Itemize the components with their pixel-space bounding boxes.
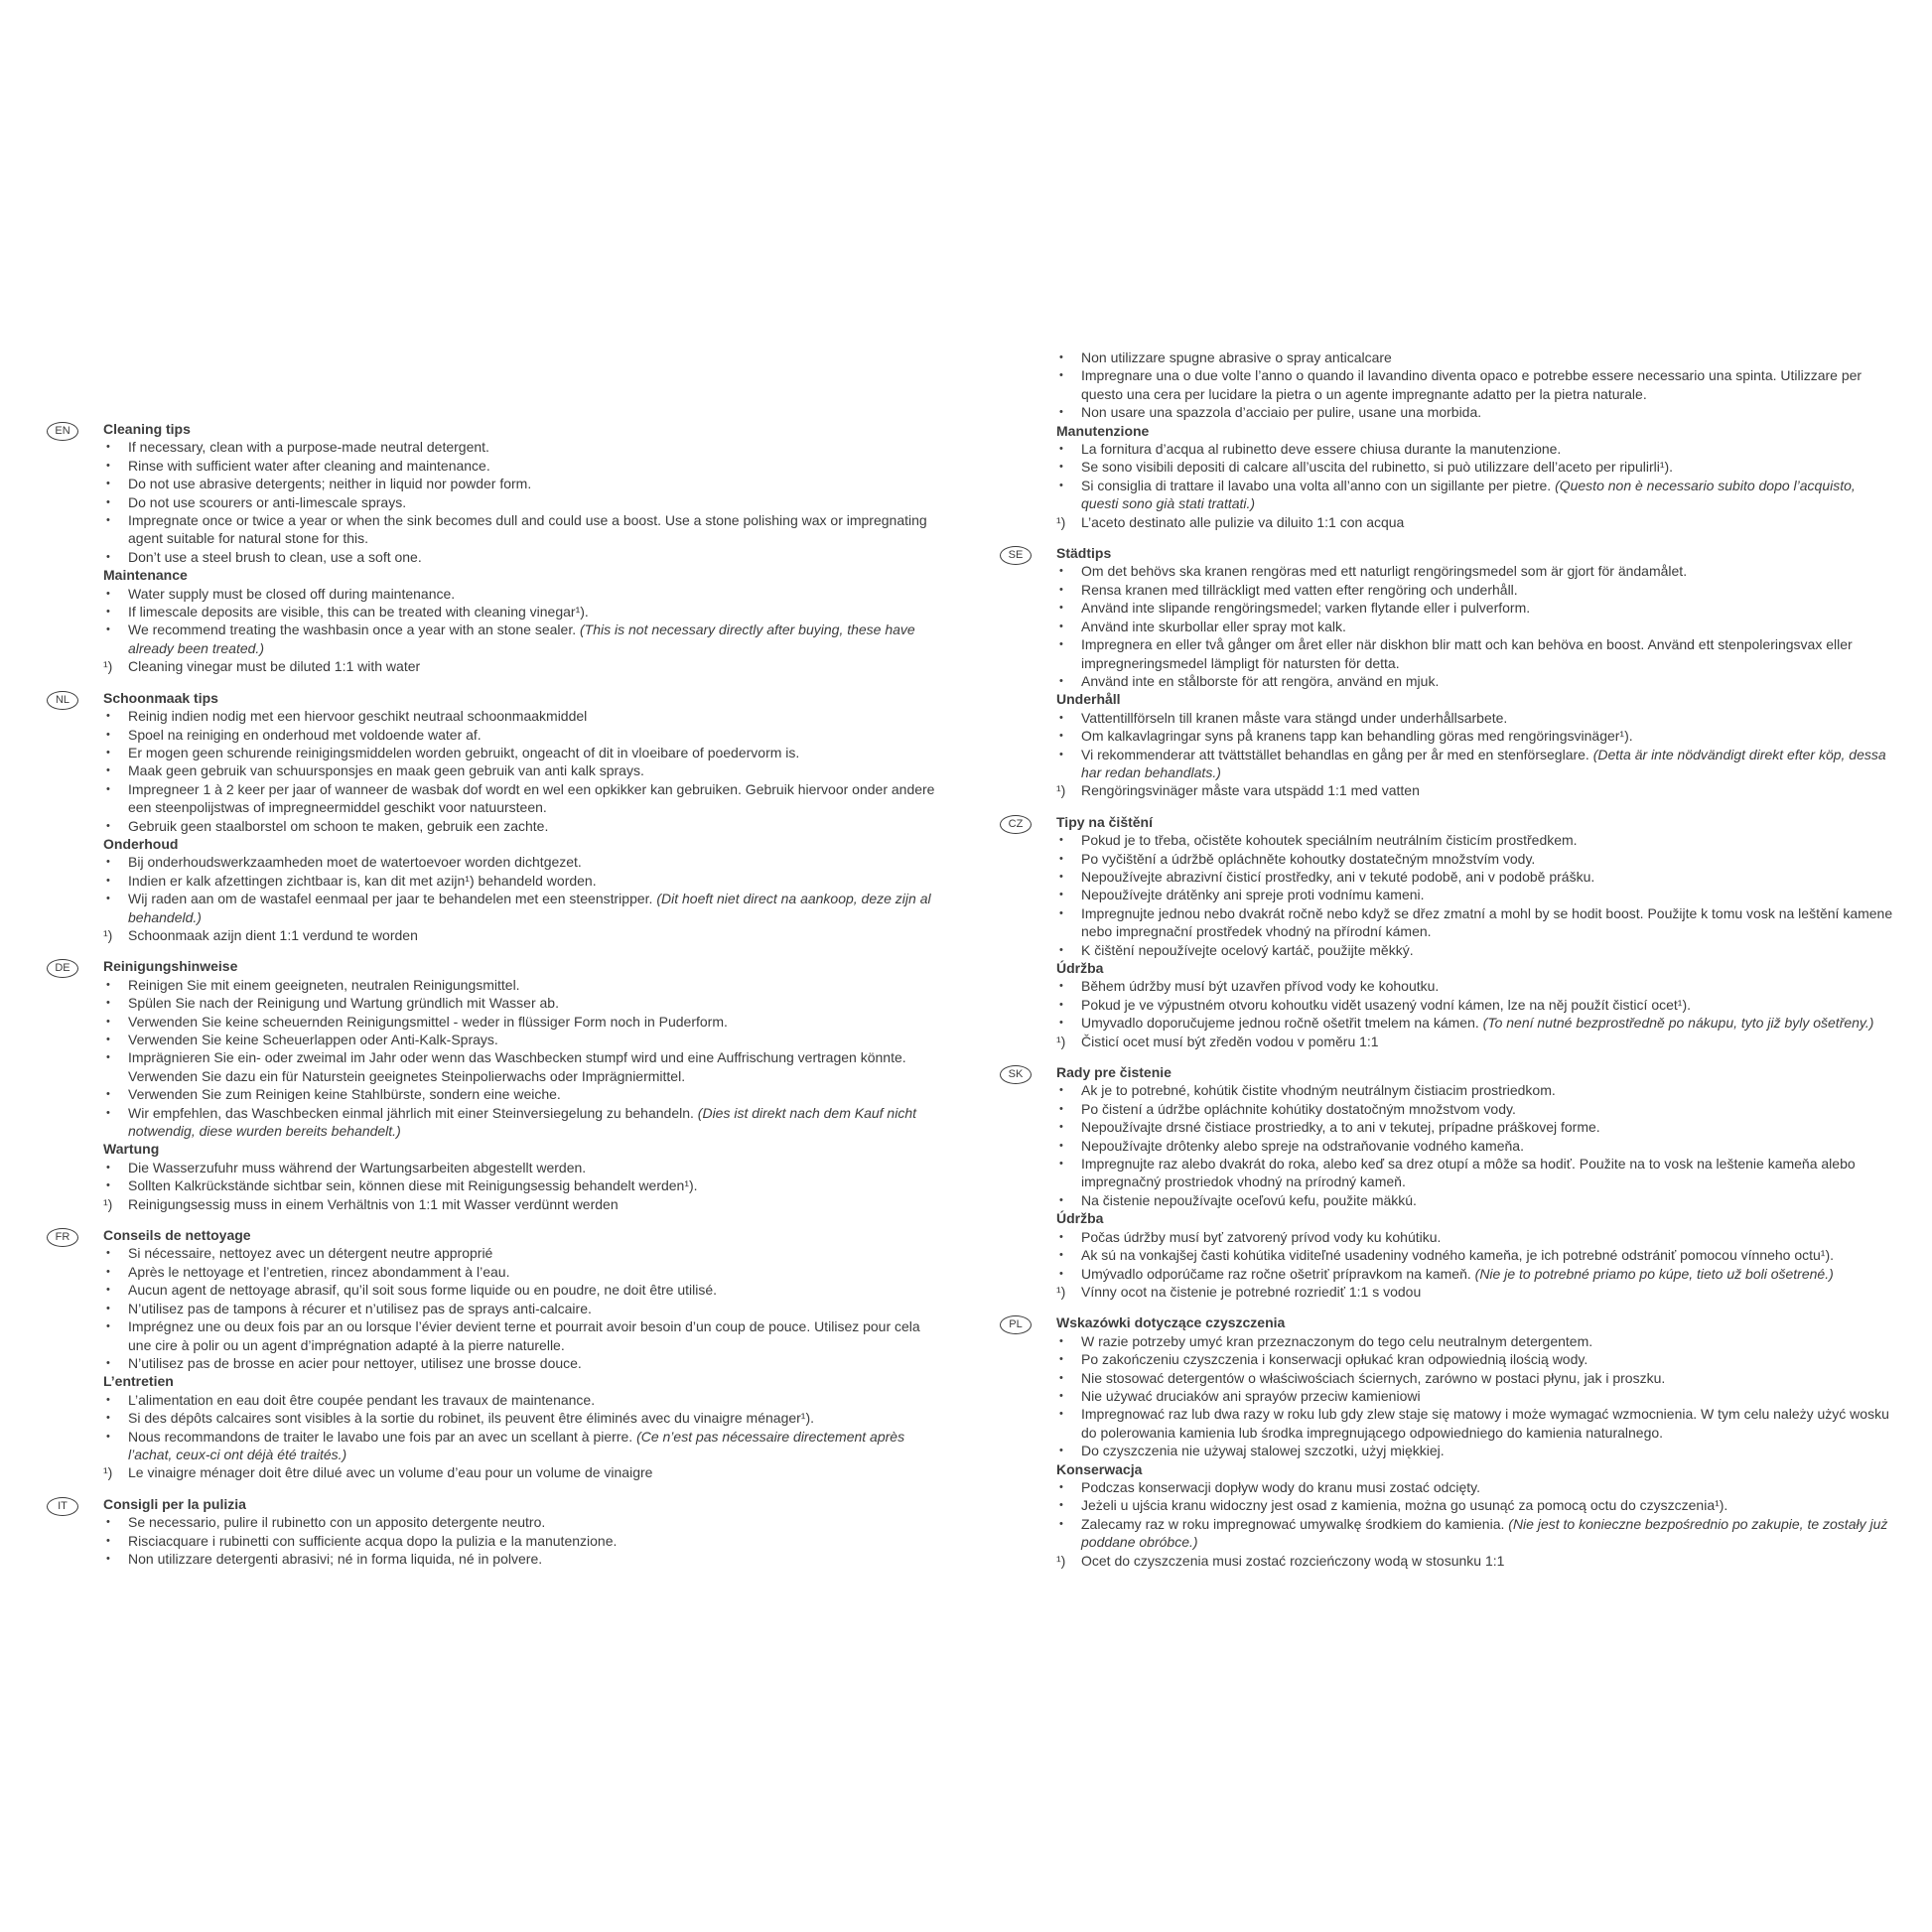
footnote	[1056, 1283, 1893, 1301]
list-item	[103, 1159, 940, 1176]
list-item	[1056, 562, 1893, 580]
footnote-text: Schoonmaak azijn dient 1:1 verdund te worden	[128, 926, 418, 943]
item-text: Don’t use a steel brush to clean, use a soft one.	[128, 548, 422, 565]
item-text: Aucun agent de nettoyage abrasif, qu’il soit sous forme liquide ou en poudre, ne doit être utilisé.	[128, 1282, 718, 1299]
list-item	[1056, 477, 1893, 513]
item-text: Après le nettoyage et l’entretien, rincez abondamment à l’eau.	[128, 1263, 510, 1280]
list-item	[103, 1048, 940, 1085]
item-text: Indien er kalk afzettingen zichtbaar is, kan dit met azijn¹) behandeld worden.	[128, 872, 597, 889]
item-text: Non usare una spazzola d’acciaio per pulire, usane una morbida.	[1081, 404, 1482, 421]
footnote-mark: ¹)	[1056, 1033, 1066, 1049]
item-text: Nous recommandons de traiter le lavabo une fois par an avec un scellant à pierre.	[128, 1428, 633, 1445]
bullet-list	[103, 707, 940, 835]
language-badge: SE	[1000, 546, 1032, 565]
item-text: Impregnujte jednou nebo dvakrát ročně nebo když se dřez zmatní a mohl by se hodit boost. Použijte k tomu vosk na leštění kamene nebo impregnační prostředek vhodný na přírodní kámen.	[1081, 904, 1893, 940]
footnote-text: Ocet do czyszczenia musi zostać rozcieńczony wodą w stosunku 1:1	[1081, 1552, 1505, 1569]
list-item	[103, 780, 940, 817]
language-section-cz	[1000, 813, 1893, 1050]
item-text: Använd inte skurbollar eller spray mot kalk.	[1081, 618, 1346, 634]
footnote	[103, 1463, 940, 1481]
list-item	[1056, 886, 1893, 903]
list-item	[1056, 581, 1893, 599]
list-item	[1056, 904, 1893, 941]
list-item	[103, 621, 940, 657]
footnote-mark: ¹)	[1056, 782, 1066, 799]
footnote-mark: ¹)	[103, 1464, 113, 1481]
list-item	[103, 1085, 940, 1103]
list-item	[1056, 727, 1893, 745]
bullet-list	[103, 438, 940, 566]
item-text: Impregnare una o due volte l’anno o quando il lavandino diventa opaco e potrebbe essere necessario una spinta. Utilizzare per questo una cera per lucidare la pietra o un agente impregnante adatto per la pietra naturale.	[1081, 367, 1863, 402]
list-item	[103, 872, 940, 890]
item-text: Imprégnez une ou deux fois par an ou lorsque l’évier devient terne et pourrait avoir besoin d’un coup de pouce. Utilisez pour cela une cire à polir ou un agent d’imprégnation adapté à la pierre naturelle.	[128, 1318, 920, 1353]
bullet-list	[103, 1159, 940, 1195]
language-badge: PL	[1000, 1315, 1032, 1334]
list-item	[1056, 1228, 1893, 1246]
item-note: (Dit hoeft niet direct na aankoop, deze zijn al behandeld.)	[128, 891, 931, 925]
item-text: Nepoužívajte drsné čistiace prostriedky, a to ani v tekutej, prípadne práškovej forme.	[1081, 1119, 1600, 1136]
maintenance-heading: Underhåll	[1056, 691, 1121, 708]
list-item	[103, 1104, 940, 1141]
footnote-mark: ¹)	[1056, 1283, 1066, 1300]
item-text: Si consiglia di trattare il lavabo una volta all’anno con un sigillante per pietre.	[1081, 477, 1552, 493]
list-item	[1056, 440, 1893, 458]
item-text: Använd inte slipande rengöringsmedel; varken flytande eller i pulverform.	[1081, 600, 1531, 617]
list-item	[1056, 831, 1893, 849]
item-text: Umývadlo odporúčame raz ročne ošetriť prípravkom na kameň.	[1081, 1265, 1471, 1282]
list-item	[103, 1013, 940, 1031]
list-item	[1056, 1118, 1893, 1136]
footnote	[1056, 1033, 1893, 1050]
bullet-list	[1056, 1081, 1893, 1209]
bullet-list	[103, 1104, 940, 1141]
list-item	[1056, 672, 1893, 690]
footnote-text: Reinigungsessig muss in einem Verhältnis von 1:1 mit Wasser verdünnt werden	[128, 1195, 619, 1212]
list-item	[103, 1263, 940, 1281]
language-section-it	[47, 1495, 940, 1569]
language-section-cont	[1000, 348, 1893, 531]
item-text: N’utilisez pas de tampons à récurer et n’utilisez pas de sprays anti-calcaire.	[128, 1300, 592, 1316]
item-text: Wir empfehlen, das Waschbecken einmal jährlich mit einer Steinversiegelung zu behandeln.	[128, 1104, 694, 1121]
list-item	[1056, 1515, 1893, 1552]
footnote	[103, 1195, 940, 1213]
maintenance-heading: Údržba	[1056, 960, 1104, 976]
item-text: We recommend treating the washbasin once a year with an stone sealer.	[128, 621, 577, 638]
item-text: K čištění nepoužívejte ocelový kartáč, použijte měkký.	[1081, 941, 1414, 958]
item-text: Nie używać druciaków ani sprayów przeciw kamieniowi	[1081, 1387, 1421, 1404]
bullet-list	[103, 1244, 940, 1372]
list-item	[103, 1513, 940, 1531]
item-text: Si des dépôts calcaires sont visibles à la sortie du robinet, ils peuvent être éliminés avec du vinaigre ménager¹).	[128, 1410, 815, 1427]
item-text: Spülen Sie nach der Reinigung und Wartung gründlich mit Wasser ab.	[128, 995, 559, 1012]
cleaning-heading: Tipy na čištění	[1056, 813, 1153, 830]
list-item	[103, 707, 940, 725]
maintenance-heading: Wartung	[103, 1141, 160, 1158]
right-column	[1000, 348, 1893, 1583]
item-note: (Dies ist direkt nach dem Kauf nicht notwendig, diese wurden bereits behandelt.)	[128, 1104, 917, 1140]
bullet-list	[1056, 562, 1893, 690]
footnote-mark: ¹)	[1056, 1552, 1066, 1569]
bullet-list	[1056, 440, 1893, 513]
item-text: Jeżeli u ujścia kranu widoczny jest osad z kamienia, można go usunąć za pomocą octu do czyszczenia¹).	[1081, 1497, 1728, 1514]
item-text: Gebruik geen staalborstel om schoon te maken, gebruik een zachte.	[128, 817, 549, 834]
maintenance-heading: Manutenzione	[1056, 422, 1150, 439]
bullet-list	[1056, 831, 1893, 959]
list-item	[103, 493, 940, 511]
item-text: Po vyčištění a údržbě opláchněte kohoutky dostatečným množstvím vody.	[1081, 850, 1536, 867]
language-badge: NL	[47, 691, 78, 710]
footnote-mark: ¹)	[103, 1195, 113, 1212]
list-item	[103, 475, 940, 492]
list-item	[103, 761, 940, 779]
item-text: Počas údržby musí byť zatvorený prívod vody ku kohútiku.	[1081, 1228, 1442, 1245]
item-text: If necessary, clean with a purpose-made neutral detergent.	[128, 439, 489, 456]
bullet-list	[1056, 1478, 1893, 1552]
item-text: Na čistenie nepoužívajte oceľovú kefu, použite mäkkú.	[1081, 1191, 1417, 1208]
footnote-mark: ¹)	[103, 658, 113, 675]
list-item	[103, 548, 940, 566]
item-text: Om det behövs ska kranen rengöras med ett naturligt rengöringsmedel som är gjort för ändamålet.	[1081, 563, 1688, 580]
item-text: Non utilizzare detergenti abrasivi; né in forma liquida, né in polvere.	[128, 1550, 543, 1567]
list-item	[1056, 1405, 1893, 1442]
footnote-text: Vínny ocot na čistenie je potrebné rozriediť 1:1 s vodou	[1081, 1283, 1422, 1300]
list-item	[103, 726, 940, 744]
list-item	[1056, 746, 1893, 782]
footnote-text: Čisticí ocet musí být zředěn vodou v poměru 1:1	[1081, 1033, 1379, 1049]
cleaning-heading: Reinigungshinweise	[103, 958, 238, 975]
item-text: Verwenden Sie keine Scheuerlappen oder Anti-Kalk-Sprays.	[128, 1032, 498, 1047]
list-item	[1056, 996, 1893, 1014]
list-item	[1056, 1246, 1893, 1264]
language-section-sk	[1000, 1063, 1893, 1301]
item-text: Pokud je to třeba, očistěte kohoutek speciálním neutrálním čisticím prostředkem.	[1081, 832, 1578, 849]
list-item	[103, 603, 940, 621]
item-text: Water supply must be closed off during maintenance.	[128, 585, 456, 602]
item-note: (Nie je to potrebné priamo po kúpe, tieto už boli ošetrené.)	[1474, 1265, 1834, 1282]
list-item	[1056, 977, 1893, 995]
item-text: N’utilisez pas de brosse en acier pour nettoyer, utilisez une brosse douce.	[128, 1354, 582, 1371]
item-text: L’alimentation en eau doit être coupée pendant les travaux de maintenance.	[128, 1391, 596, 1408]
item-text: Během údržby musí být uzavřen přívod vody ke kohoutku.	[1081, 978, 1440, 995]
item-text: Er mogen geen schurende reinigingsmiddelen worden gebruikt, ongeacht of dit in vloeibare of poedervorm is.	[128, 744, 800, 760]
item-note: (Nie jest to konieczne bezpośrednio po zakupie, te zostały już poddane obróbce.)	[1081, 1515, 1888, 1551]
list-item	[1056, 1332, 1893, 1350]
list-item	[1056, 1369, 1893, 1387]
item-text: Po čistení a údržbe opláchnite kohútiky dostatočným množstvom vody.	[1081, 1100, 1516, 1117]
item-text: La fornitura d’acqua al rubinetto deve essere chiusa durante la manutenzione.	[1081, 441, 1562, 458]
footnote	[1056, 1552, 1893, 1570]
language-badge: EN	[47, 422, 78, 441]
left-column	[47, 420, 940, 1581]
list-item	[103, 585, 940, 603]
list-item	[103, 1300, 940, 1317]
list-item	[103, 1176, 940, 1194]
list-item	[103, 438, 940, 456]
list-item	[1056, 635, 1893, 672]
bullet-list	[103, 1513, 940, 1568]
list-item	[103, 853, 940, 871]
item-note: (Detta är inte nödvändigt direkt efter köp, dessa har redan behandlats.)	[1081, 746, 1886, 780]
list-item	[103, 976, 940, 994]
bullet-list	[1056, 709, 1893, 782]
item-text: Si nécessaire, nettoyez avec un détergent neutre approprié	[128, 1245, 493, 1262]
bullet-list	[103, 1391, 940, 1464]
cleaning-heading: Schoonmaak tips	[103, 689, 218, 706]
language-badge: CZ	[1000, 815, 1032, 834]
language-badge: FR	[47, 1228, 78, 1247]
item-text: Podczas konserwacji dopływ wody do kranu musi zostać odcięty.	[1081, 1478, 1481, 1495]
item-text: Do not use abrasive detergents; neither in liquid nor powder form.	[128, 476, 532, 492]
item-text: Wij raden aan om de wastafel eenmaal per jaar te behandelen met een steenstripper.	[128, 891, 653, 907]
list-item	[103, 1244, 940, 1262]
language-badge: IT	[47, 1497, 78, 1516]
item-text: Använd inte en stålborste för att rengöra, använd en mjuk.	[1081, 672, 1440, 689]
footnote-text: L’aceto destinato alle pulizie va diluito 1:1 con acqua	[1081, 513, 1405, 530]
bullet-list	[1056, 1332, 1893, 1460]
item-text: Impregnate once or twice a year or when the sink becomes dull and could use a boost. Use a stone polishing wax or impregnating agent suitable for natural stone for this.	[128, 512, 927, 547]
list-item	[1056, 1191, 1893, 1209]
language-section-de	[47, 957, 940, 1213]
item-note: (Questo non è necessario subito dopo l’acquisto, questi sono già stati trattati.)	[1081, 477, 1856, 512]
language-section-nl	[47, 689, 940, 945]
cleaning-heading: Consigli per la pulizia	[103, 1495, 246, 1512]
item-text: Vattentillförseln till kranen måste vara stängd under underhållsarbete.	[1081, 709, 1508, 726]
item-text: Reinigen Sie mit einem geeigneten, neutralen Reinigungsmittel.	[128, 976, 520, 993]
list-item	[1056, 1387, 1893, 1405]
item-text: Imprägnieren Sie ein- oder zweimal im Jahr oder wenn das Waschbecken stumpf wird und eine Auffrischung vertragen könnte. Verwenden Sie dazu ein für Naturstein geeignetes Steinpolierwachs oder Imprägniermittel.	[128, 1049, 906, 1084]
list-item	[103, 744, 940, 761]
item-text: Reinig indien nodig met een hiervoor geschikt neutraal schoonmaakmiddel	[128, 708, 588, 725]
item-text: Ak sú na vonkajšej časti kohútika viditeľné usadeniny vodného kameňa, je ich potrebné odstrániť pomocou vínneho octu¹).	[1081, 1247, 1835, 1264]
item-text: Die Wasserzufuhr muss während der Wartungsarbeiten abgestellt werden.	[128, 1159, 587, 1175]
list-item	[103, 1281, 940, 1299]
maintenance-heading: L’entretien	[103, 1373, 174, 1390]
language-section-pl	[1000, 1313, 1893, 1570]
item-text: W razie potrzeby umyć kran przeznaczonym do tego celu neutralnym detergentem.	[1081, 1332, 1593, 1349]
bullet-list	[103, 853, 940, 926]
list-item	[1056, 366, 1893, 403]
list-item	[103, 1031, 940, 1048]
list-item	[103, 1354, 940, 1372]
list-item	[103, 457, 940, 475]
item-text: Po zakończeniu czyszczenia i konserwacji opłukać kran odpowiednią ilością wody.	[1081, 1351, 1588, 1368]
list-item	[1056, 1442, 1893, 1459]
list-item	[103, 817, 940, 835]
item-text: Verwenden Sie zum Reinigen keine Stahlbürste, sondern eine weiche.	[128, 1086, 561, 1103]
footnote-text: Rengöringsvinäger måste vara utspädd 1:1 med vatten	[1081, 782, 1420, 799]
item-text: Vi rekommenderar att tvättstället behandlas en gång per år med en stenförseglare.	[1081, 746, 1589, 762]
list-item	[1056, 941, 1893, 959]
item-text: Rensa kranen med tillräckligt med vatten efter rengöring och underhåll.	[1081, 581, 1518, 598]
language-badge: SK	[1000, 1065, 1032, 1084]
item-text: Impregneer 1 à 2 keer per jaar of wanneer de wasbak dof wordt en wel een opkikker kan gebruiken. Gebruik hiervoor onder andere een steenpolijstwas of impregneermiddel geschikt voor natuursteen.	[128, 780, 935, 816]
list-item	[1056, 458, 1893, 476]
footnote	[103, 926, 940, 944]
bullet-list	[103, 976, 940, 1104]
maintenance-heading: Konserwacja	[1056, 1460, 1143, 1477]
list-item	[103, 1391, 940, 1409]
bullet-list	[1056, 977, 1893, 1032]
cleaning-heading: Städtips	[1056, 545, 1112, 562]
item-text: Impregnujte raz alebo dvakrát do roka, alebo keď sa drez otupí a môže sa hodiť. Použite na to vosk na leštenie kameňa alebo impregnačný prostriedok vhodný na prírodný kameň.	[1081, 1156, 1856, 1190]
list-item	[1056, 599, 1893, 617]
language-section-en	[47, 420, 940, 676]
item-text: Impregnować raz lub dwa razy w roku lub gdy zlew staje się matowy i może wymagać wzmocnienia. W tym celu należy użyć wosku do polerowania kamienia lub środka impregnującego odpowiedniego do kamienia naturalnego.	[1081, 1406, 1889, 1441]
cleaning-heading: Cleaning tips	[103, 421, 191, 437]
item-text: Zalecamy raz w roku impregnować umywalkę środkiem do kamienia.	[1081, 1515, 1505, 1532]
maintenance-heading: Maintenance	[103, 567, 188, 584]
item-note: (To není nutné bezprostředně po nákupu, tyto již byly ošetřeny.)	[1482, 1015, 1874, 1032]
language-section-fr	[47, 1226, 940, 1482]
list-item	[1056, 1100, 1893, 1118]
footnote-mark: ¹)	[1056, 513, 1066, 530]
item-text: Do not use scourers or anti-limescale sprays.	[128, 493, 407, 510]
language-badge: DE	[47, 959, 78, 978]
footnote-mark: ¹)	[103, 926, 113, 943]
item-text: Risciacquare i rubinetti con sufficiente acqua dopo la pulizia e la manutenzione.	[128, 1532, 618, 1549]
maintenance-heading: Onderhoud	[103, 835, 179, 852]
footnote	[103, 657, 940, 675]
item-text: Umyvadlo doporučujeme jednou ročně ošetřit tmelem na kámen.	[1081, 1015, 1479, 1032]
list-item	[103, 890, 940, 926]
item-note: (This is not necessary directly after buying, these have already been treated.)	[128, 621, 915, 656]
list-item	[103, 1317, 940, 1354]
language-section-se	[1000, 544, 1893, 800]
footnote	[1056, 513, 1893, 531]
list-item	[1056, 348, 1893, 366]
bullet-list	[103, 585, 940, 658]
list-item	[103, 1428, 940, 1464]
item-text: Bij onderhoudswerkzaamheden moet de watertoevoer worden dichtgezet.	[128, 854, 582, 871]
list-item	[1056, 709, 1893, 727]
footnote-text: Cleaning vinegar must be diluted 1:1 with water	[128, 658, 421, 675]
item-text: Nepoužívejte abrazivní čisticí prostředky, ani v tekuté podobě, ani v podobě prášku.	[1081, 868, 1595, 885]
list-item	[1056, 1496, 1893, 1514]
list-item	[1056, 1350, 1893, 1368]
bullet-list	[1056, 1228, 1893, 1283]
item-text: Se necessario, pulire il rubinetto con un apposito detergente neutro.	[128, 1514, 546, 1531]
item-text: Nie stosować detergentów o właściwościach ściernych, zarówno w postaci płynu, jak i proszku.	[1081, 1369, 1666, 1386]
footnote	[1056, 781, 1893, 799]
item-text: Verwenden Sie keine scheuernden Reinigungsmittel - weder in flüssiger Form noch in Puderform.	[128, 1013, 728, 1030]
item-text: Ak je to potrebné, kohútik čistite vhodným neutrálnym čistiacim prostriedkom.	[1081, 1082, 1556, 1099]
item-text: Spoel na reiniging en onderhoud met voldoende water af.	[128, 726, 482, 743]
item-text: Impregnera en eller två gånger om året eller när diskhon blir matt och kan behöva en boost. Använd ett stenpoleringsvax eller impregneringsmedel lämpligt för natursten för detta.	[1081, 636, 1853, 671]
list-item	[1056, 1478, 1893, 1496]
list-item	[1056, 850, 1893, 868]
list-item	[1056, 868, 1893, 886]
list-item	[1056, 618, 1893, 635]
list-item	[1056, 1081, 1893, 1099]
maintenance-heading: Údržba	[1056, 1210, 1104, 1227]
list-item	[1056, 1137, 1893, 1155]
item-text: Nepoužívejte drátěnky ani spreje proti vodnímu kameni.	[1081, 887, 1425, 903]
list-item	[103, 1409, 940, 1427]
bullet-list	[1056, 348, 1893, 422]
list-item	[1056, 403, 1893, 421]
list-item	[1056, 1155, 1893, 1191]
list-item	[103, 1532, 940, 1550]
item-text: Pokud je ve výpustném otvoru kohoutku vidět usazený vodní kámen, lze na něj použít čisticí ocet¹).	[1081, 996, 1691, 1013]
list-item	[1056, 1014, 1893, 1032]
item-text: Maak geen gebruik van schuursponsjes en maak geen gebruik van anti kalk sprays.	[128, 762, 644, 779]
list-item	[103, 1550, 940, 1568]
list-item	[1056, 1265, 1893, 1283]
cleaning-heading: Wskazówki dotyczące czyszczenia	[1056, 1314, 1286, 1331]
item-text: Do czyszczenia nie używaj stalowej szczotki, użyj miękkiej.	[1081, 1443, 1445, 1459]
list-item	[103, 511, 940, 548]
cleaning-heading: Conseils de nettoyage	[103, 1227, 251, 1244]
item-text: Non utilizzare spugne abrasive o spray anticalcare	[1081, 349, 1392, 365]
item-text: Om kalkavlagringar syns på kranens tapp kan behandling göras med rengöringsvinäger¹).	[1081, 728, 1633, 745]
list-item	[103, 994, 940, 1012]
cleaning-heading: Rady pre čistenie	[1056, 1064, 1172, 1081]
item-text: Nepoužívajte drôtenky alebo spreje na odstraňovanie vodného kameňa.	[1081, 1137, 1524, 1154]
item-note: (Ce n’est pas nécessaire directement après l’achat, ceux-ci ont déjà été traités.)	[128, 1428, 905, 1462]
footnote-text: Le vinaigre ménager doit être dilué avec un volume d’eau pour un volume de vinaigre	[128, 1464, 653, 1481]
item-text: Se sono visibili depositi di calcare all’uscita del rubinetto, si può utilizzare dell’aceto per ripulirli¹).	[1081, 459, 1674, 476]
item-text: If limescale deposits are visible, this can be treated with cleaning vinegar¹).	[128, 604, 589, 621]
item-text: Sollten Kalkrückstände sichtbar sein, können diese mit Reinigungsessig behandelt werden¹).	[128, 1177, 698, 1194]
item-text: Rinse with sufficient water after cleaning and maintenance.	[128, 457, 490, 474]
